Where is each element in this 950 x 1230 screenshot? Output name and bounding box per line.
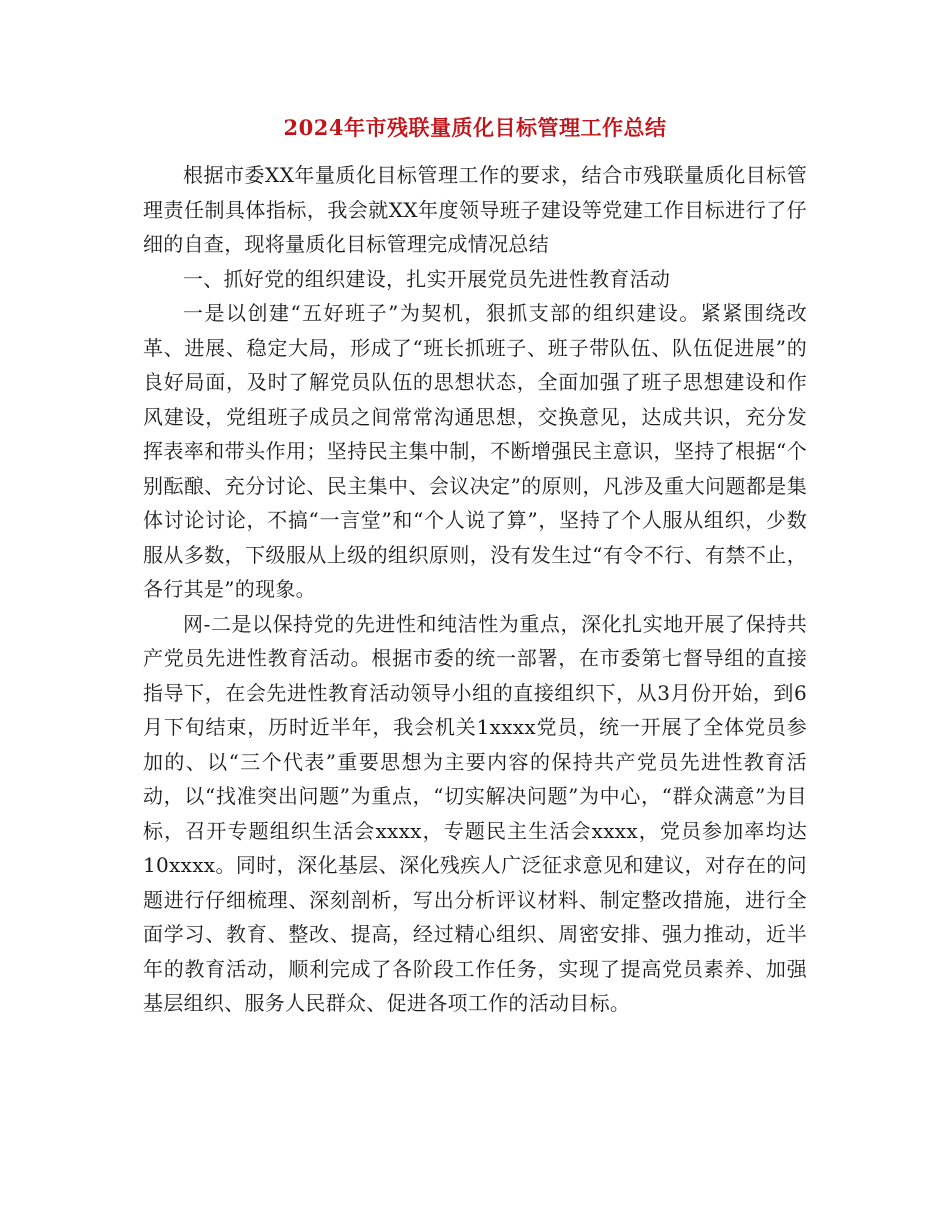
document-body xyxy=(143,158,807,1021)
paragraph-intro: 根据市委XX年量质化目标管理工作的要求，结合市残联量质化目标管理责任制具体指标，我会就XX年度领导班子建设等党建工作目标进行了仔细的自查，现将量质化目标管理完成情况总结 xyxy=(143,163,807,256)
paragraph-2: 网-二是以保持党的先进性和纯洁性为重点，深化扎实地开展了保持共产党员先进性教育活动。根据市委的统一部署，在市委第七督导组的直接指导下，在会先进性教育活动领导小组的直接组织下，从3月份开始，到6月下旬结束，历时近半年，我会机关1xxxx党员，统一开展了全体党员参加的、以“三个代表”重要思想为主要内容的保持共产党员先进性教育活动，以“找准突出问题”为重点，“切实解决问题”为中心，“群众满意”为目标，召开专题组织生活会xxxx，专题民主生活会xxxx，党员参加率均达10xxxx。同时，深化基层、深化残疾人广泛征求意见和建议，对存在的问题进行仔细梳理、深刻剖析，写出分析评议材料、制定整改措施，进行全面学习、教育、整改、提高，经过精心组织、周密安排、强力推动，近半年的教育活动，顺利完成了各阶段工作任务，实现了提高党员素养、加强基层组织、服务人民群众、促进各项工作的活动目标。 xyxy=(143,611,807,1015)
section-heading-1: 一、抓好党的组织建设，扎实开展党员先进性教育活动 xyxy=(183,266,671,291)
paragraph-1: 一是以创建“五好班子”为契机，狠抓支部的组织建设。紧紧围绕改革、进展、稳定大局，形成了“班长抓班子、班子带队伍、队伍促进展”的良好局面，及时了解党员队伍的思想状态，全面加强了班子思想建设和作风建设，党组班子成员之间常常沟通思想，交换意见，达成共识，充分发挥表率和带头作用；坚持民主集中制，不断增强民主意识，坚持了根据“个别酝酿、充分讨论、民主集中、会议决定”的原则，凡涉及重大问题都是集体讨论讨论，不搞“一言堂”和“个人说了算”，坚持了个人服从组织，少数服从多数，下级服从上级的组织原则，没有发生过“有令不行、有禁不止，各行其是”的现象。 xyxy=(143,301,807,601)
document-title: 2024年市残联量质化目标管理工作总结 xyxy=(283,115,667,140)
